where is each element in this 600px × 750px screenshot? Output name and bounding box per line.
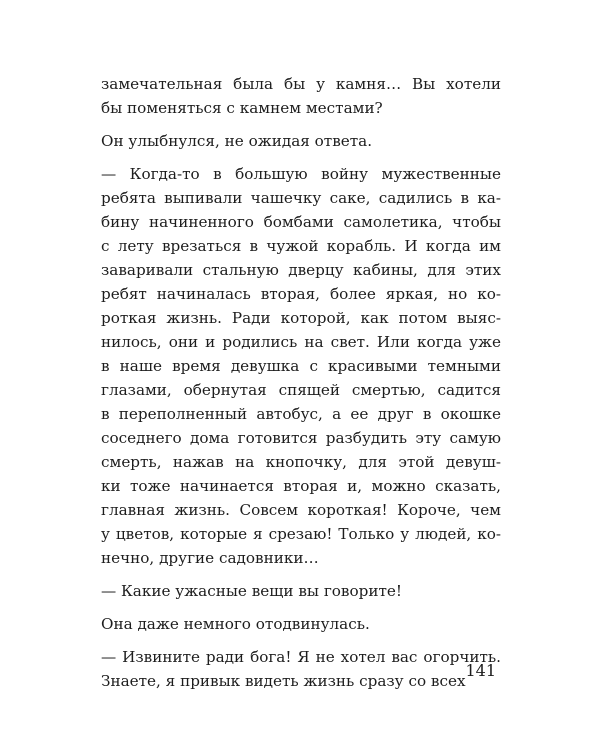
paragraph-gap [101,603,501,612]
page-number: 141 [465,661,496,680]
text-line: — Какие ужасные вещи вы говорите! [101,582,402,600]
page-body-text [101,72,501,693]
text-line: главная жизнь. Совсем короткая! Короче, чем [101,501,501,519]
paragraph [101,162,501,570]
text-line: ребят начиналась вторая, более яркая, но ко- [101,285,501,303]
text-line: Знаете, я привык видеть жизнь сразу со всех [101,672,466,690]
text-line: нилось, они и родились на свет. Или когда уже [101,333,501,351]
paragraph [101,579,501,603]
text-line: глазами, обернутая спящей смертью, садится [101,381,501,399]
paragraph-gap [101,153,501,162]
text-line: соседнего дома готовится разбудить эту самую [101,429,501,447]
paragraph [101,645,501,693]
text-line: Она даже немного отодвинулась. [101,615,370,633]
text-line: — Когда-то в большую войну мужественные [101,165,501,183]
text-line: заваривали стальную дверцу кабины, для этих [101,261,501,279]
paragraph [101,612,501,636]
text-line: нечно, другие садовники… [101,549,319,567]
text-line: Он улыбнулся, не ожидая ответа. [101,132,373,150]
text-line: бину начиненного бомбами самолетика, чтобы [101,213,501,231]
paragraph-gap [101,636,501,645]
text-line: в переполненный автобус, а ее друг в окошке [101,405,501,423]
text-line: замечательная была бы у камня… Вы хотели [101,75,501,93]
paragraph-gap [101,570,501,579]
paragraph [101,129,501,153]
paragraph-gap [101,120,501,129]
text-line: смерть, нажав на кнопочку, для этой девуш- [101,453,501,471]
text-line: бы поменяться с камнем местами? [101,99,383,117]
text-line: ки тоже начинается вторая и, можно сказать, [101,477,501,495]
text-line: в наше время девушка с красивыми темными [101,357,501,375]
text-line: с лету врезаться в чужой корабль. И когда им [101,237,501,255]
text-line: ребята выпивали чашечку саке, садились в ка- [101,189,501,207]
paragraph [101,72,501,120]
text-line: роткая жизнь. Ради которой, как потом выяс- [101,309,501,327]
text-line: у цветов, которые я срезаю! Только у людей, ко- [101,525,501,543]
text-line: — Извините ради бога! Я не хотел вас огорчить. [101,648,501,666]
